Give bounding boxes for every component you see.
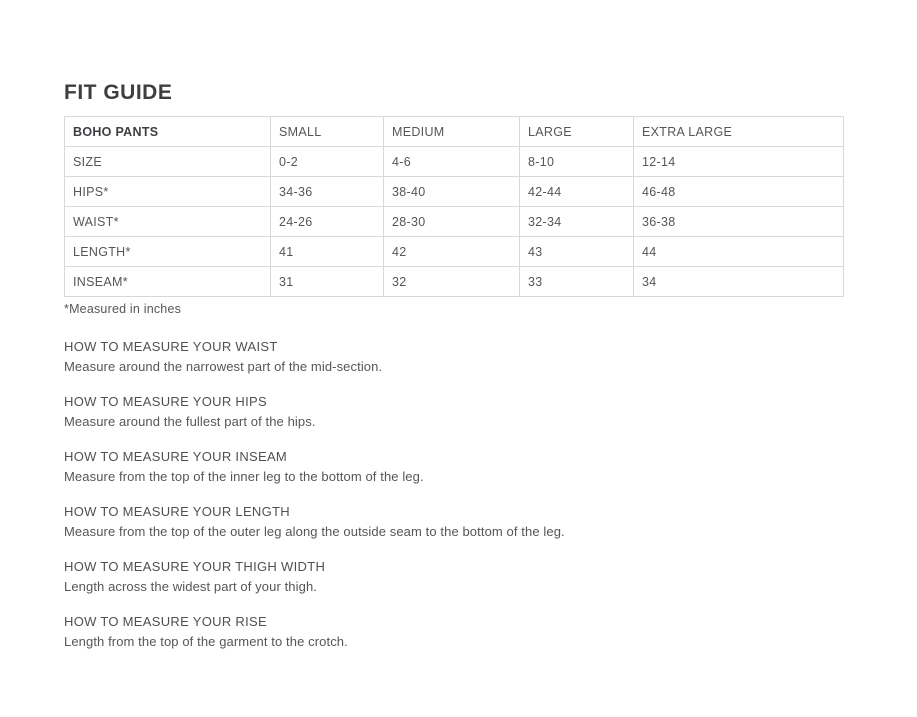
table-row-length [65,237,844,267]
column-header-small: SMALL [271,117,384,147]
cell-hips-medium: 38-40 [384,177,520,207]
cell-hips-small: 34-36 [271,177,384,207]
section-measure-length [64,502,917,542]
table-header-row [65,117,844,147]
table-row-hips [65,177,844,207]
column-header-medium: MEDIUM [384,117,520,147]
cell-size-extra-large: 12-14 [634,147,844,177]
section-measure-thigh-width-heading: HOW TO MEASURE YOUR THIGH WIDTH [64,559,326,574]
column-header-large: LARGE [520,117,634,147]
table-row-inseam [65,267,844,297]
cell-waist-large: 32-34 [520,207,634,237]
section-measure-hips-heading: HOW TO MEASURE YOUR HIPS [64,394,267,409]
cell-waist-extra-large: 36-38 [634,207,844,237]
column-header-extra-large: EXTRA LARGE [634,117,844,147]
section-measure-waist-heading: HOW TO MEASURE YOUR WAIST [64,339,278,354]
row-label-waist: WAIST* [65,207,271,237]
section-measure-rise-heading: HOW TO MEASURE YOUR RISE [64,614,267,629]
section-measure-length-heading: HOW TO MEASURE YOUR LENGTH [64,504,290,519]
cell-hips-extra-large: 46-48 [634,177,844,207]
how-to-measure-sections [64,337,917,652]
page-title: FIT GUIDE [64,81,173,104]
cell-inseam-small: 31 [271,267,384,297]
cell-size-large: 8-10 [520,147,634,177]
column-header-product: BOHO PANTS [65,117,271,147]
cell-length-medium: 42 [384,237,520,267]
cell-inseam-medium: 32 [384,267,520,297]
section-measure-waist [64,337,917,377]
section-measure-inseam-heading: HOW TO MEASURE YOUR INSEAM [64,449,288,464]
section-measure-inseam-body: Measure from the top of the inner leg to the bottom of the leg. [64,469,424,484]
section-measure-inseam [64,447,917,487]
section-measure-rise [64,612,917,652]
cell-inseam-large: 33 [520,267,634,297]
table-footnote: *Measured in inches [64,302,182,316]
section-measure-thigh-width [64,557,917,597]
cell-length-extra-large: 44 [634,237,844,267]
cell-size-small: 0-2 [271,147,384,177]
section-measure-length-body: Measure from the top of the outer leg along the outside seam to the bottom of the leg. [64,524,565,539]
cell-inseam-extra-large: 34 [634,267,844,297]
cell-waist-medium: 28-30 [384,207,520,237]
row-label-inseam: INSEAM* [65,267,271,297]
section-measure-waist-body: Measure around the narrowest part of the mid-section. [64,359,383,374]
cell-length-large: 43 [520,237,634,267]
section-measure-thigh-width-body: Length across the widest part of your thigh. [64,579,317,594]
section-measure-rise-body: Length from the top of the garment to the crotch. [64,634,348,649]
table-row-size [65,147,844,177]
cell-length-small: 41 [271,237,384,267]
row-label-hips: HIPS* [65,177,271,207]
row-label-length: LENGTH* [65,237,271,267]
row-label-size: SIZE [65,147,271,177]
cell-size-medium: 4-6 [384,147,520,177]
section-measure-hips-body: Measure around the fullest part of the hips. [64,414,316,429]
table-row-waist [65,207,844,237]
section-measure-hips [64,392,917,432]
cell-waist-small: 24-26 [271,207,384,237]
cell-hips-large: 42-44 [520,177,634,207]
size-chart-table [64,116,844,297]
